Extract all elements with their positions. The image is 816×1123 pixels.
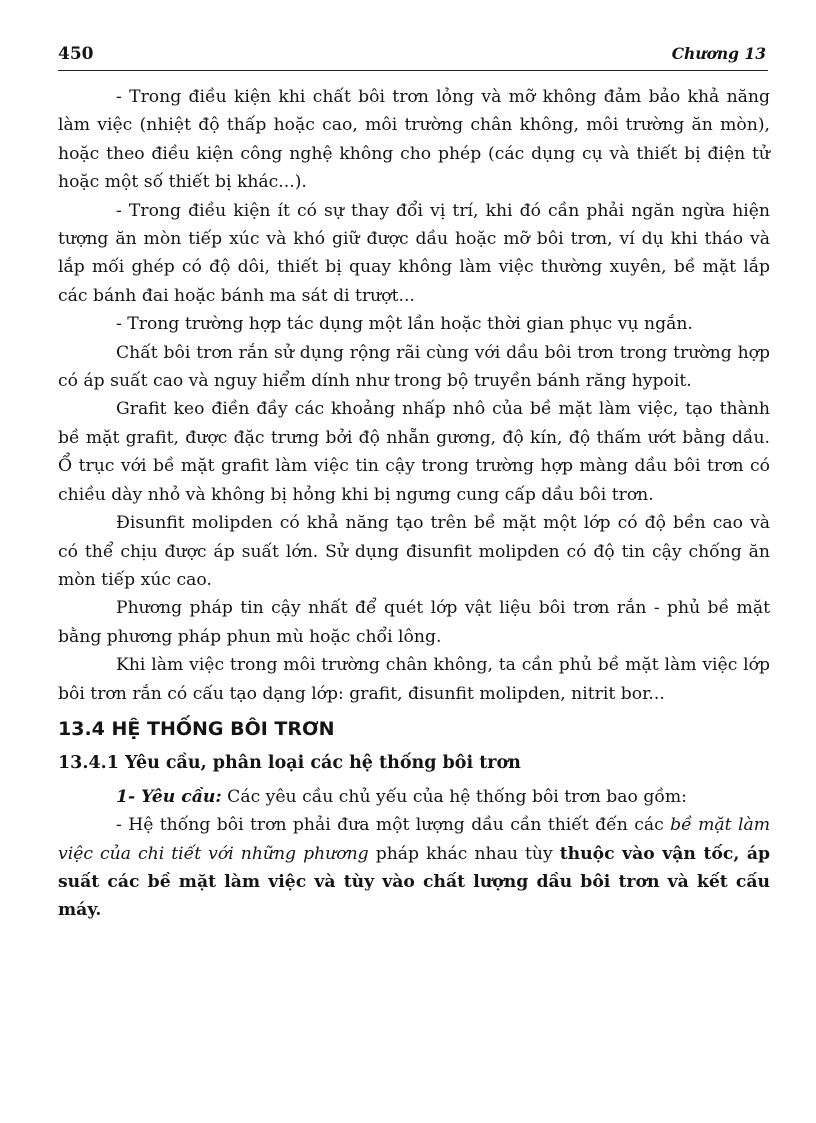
paragraph-requirements xyxy=(58,783,770,811)
paragraph-liquid-conditions: - Trong điều kiện khi chất bôi trơn lỏng và mỡ không đảm bảo khả năng làm việc (nhiệt độ thấp hoặc cao, môi trường chân không, môi trường ăn mòn), hoặc theo điều kiện công nghệ không cho phép (các dụng cụ và thiết bị điện tử hoặc một số thiết bị khác...). xyxy=(58,87,770,193)
page-number: 450 xyxy=(58,44,94,64)
paragraph-position-conditions: - Trong điều kiện ít có sự thay đổi vị trí, khi đó cần phải ngăn ngừa hiện tượng ăn mòn tiếp xúc và khó giữ được dầu hoặc mỡ bôi trơn, ví dụ khi tháo và lắp mối ghép có độ dôi, thiết bị quay không làm việc thường xuyên, bề mặt lắp các bánh đai hoặc bánh ma sát di trượt... xyxy=(58,200,770,306)
requirement-text-bold: thuộc vào vận tốc, áp suất các bề mặt làm việc và tùy vào chất lượng dầu bôi trơn và kết cấu máy. xyxy=(58,843,771,921)
section-title: 13.4 HỆ THỐNG BÔI TRƠN xyxy=(58,717,335,740)
requirement-text-1: - Hệ thống bôi trơn phải đưa một lượng dầu cần thiết đến các xyxy=(116,815,671,836)
paragraph-solid-lubricant: Chất bôi trơn rắn sử dụng rộng rãi cùng với dầu bôi trơn trong trường hợp có áp suất cao và nguy hiểm dính như trong bộ truyền bánh răng hypoit. xyxy=(58,342,770,392)
paragraph-graphite: Grafit keo điền đầy các khoảng nhấp nhô của bề mặt làm việc, tạo thành bề mặt grafit, được đặc trưng bởi độ nhẵn gương, độ kín, độ thấm ướt bằng dầu. Ổ trục với bề mặt grafit làm việc tin cậy trong trường hợp màng dầu bôi trơn có chiều dày nhỏ và không bị hỏng khi bị ngưng cung cấp dầu bôi trơn. xyxy=(58,399,770,505)
requirements-label: 1- Yêu cầu: xyxy=(116,786,222,807)
paragraph-vacuum: Khi làm việc trong môi trường chân không, ta cần phủ bề mặt làm việc lớp bôi trơn rắn có cấu tạo dạng lớp: grafit, đisunfit molipden, nitrit bor... xyxy=(58,655,770,704)
requirements-text: Các yêu cầu chủ yếu của hệ thống bôi trơn bao gồm: xyxy=(221,786,687,807)
subsection-title: 13.4.1 Yêu cầu, phân loại các hệ thống bôi trơn xyxy=(58,753,521,774)
paragraph-method: Phương pháp tin cậy nhất để quét lớp vật liệu bôi trơn rắn - phủ bề mặt bằng phương pháp phun mù hoặc chổi lông. xyxy=(58,598,770,647)
page-body xyxy=(58,83,770,925)
requirement-text-2: pháp khác nhau tùy xyxy=(368,843,560,864)
page-header xyxy=(58,40,768,71)
paragraph-molybdenum: Đisunfit molipden có khả năng tạo trên bề mặt một lớp có độ bền cao và có thể chịu được áp suất lớn. Sử dụng đisunfit molipden có độ tin cậy chống ăn mòn tiếp xúc cao. xyxy=(58,513,770,590)
chapter-label: Chương 13 xyxy=(671,44,766,63)
requirement-text-italic: bề mặt làm việc của chi tiết với những phương xyxy=(58,815,770,864)
paragraph-system-requirement xyxy=(58,811,770,925)
paragraph-single-use: - Trong trường hợp tác dụng một lần hoặc thời gian phục vụ ngắn. xyxy=(116,314,693,335)
